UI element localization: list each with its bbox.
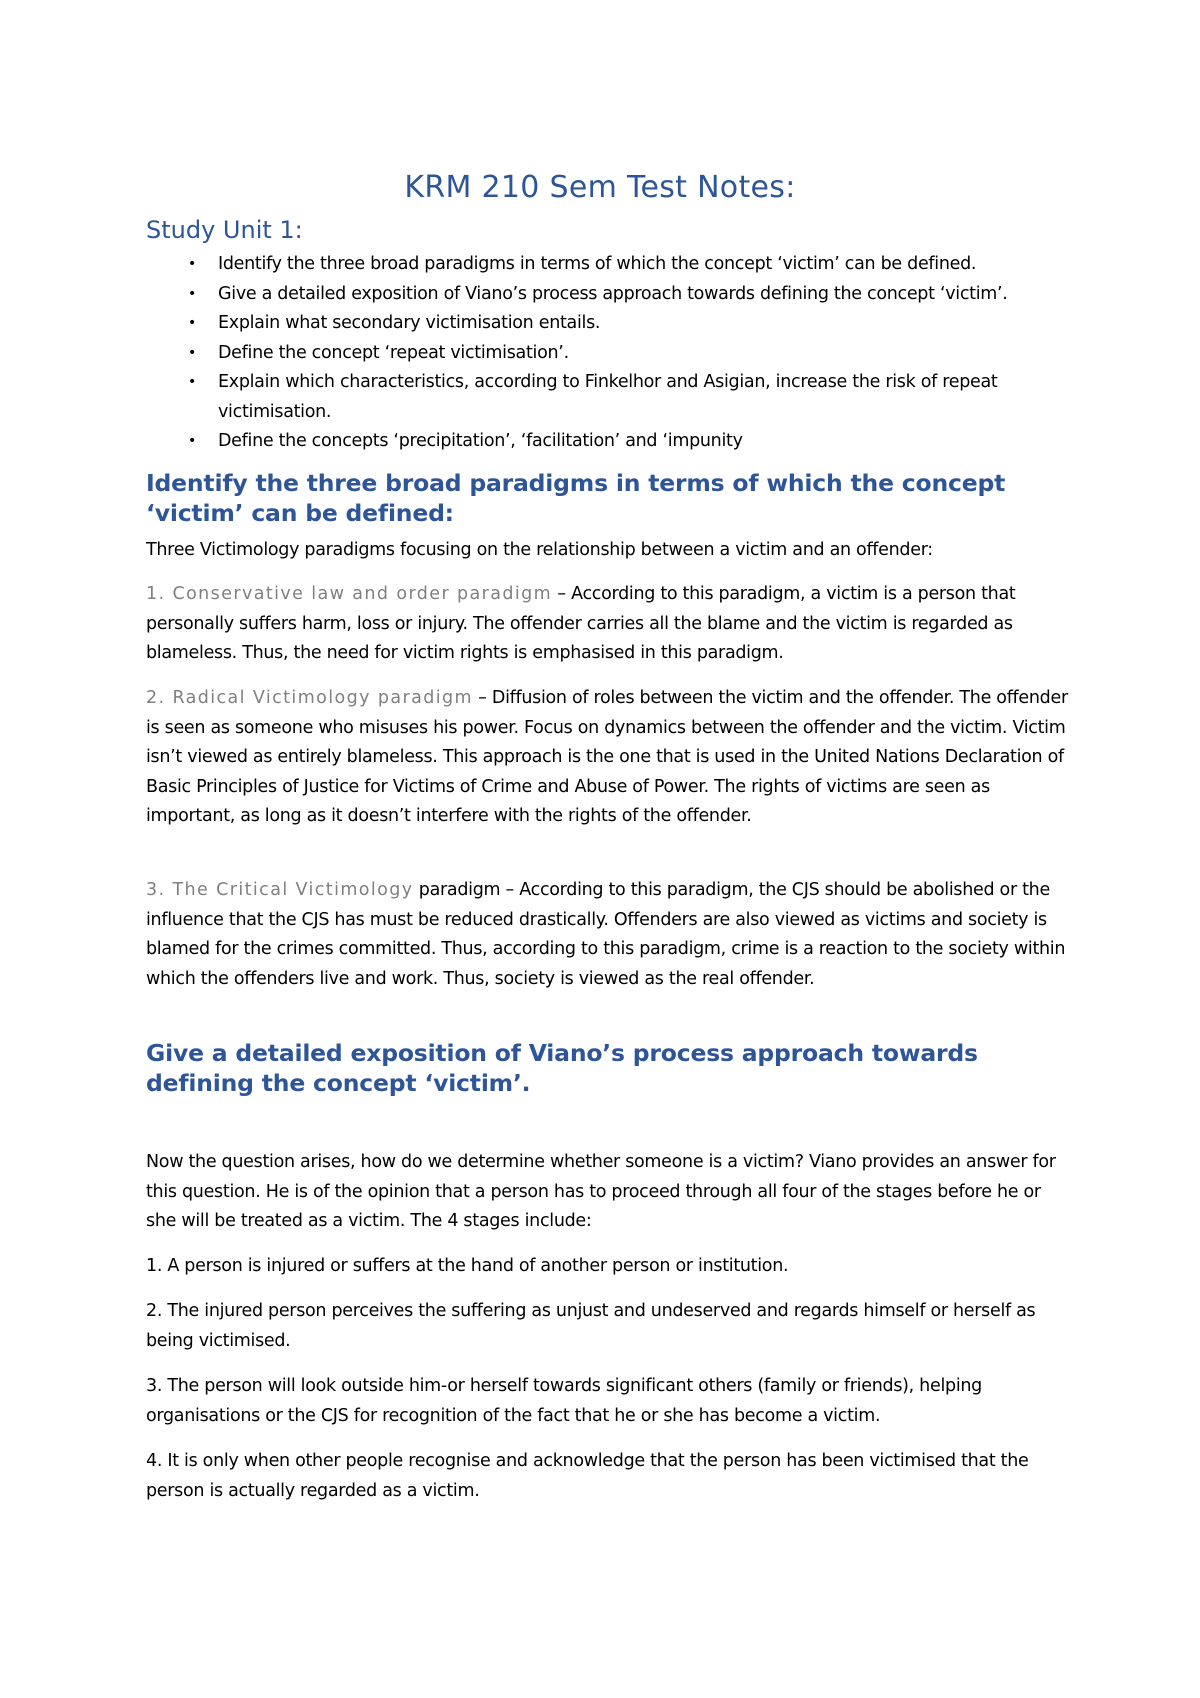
bullet-icon: • — [188, 256, 196, 272]
document-title: KRM 210 Sem Test Notes: — [404, 170, 796, 205]
bullet-icon: • — [188, 285, 196, 302]
paradigm-1-label: 1. Conservative law and order paradigm — [146, 584, 553, 604]
section-heading-viano: Give a detailed exposition of Viano’s process approach towards defining the concept ‘victim’. — [146, 1039, 978, 1097]
section-heading-paradigms: Identify the three broad paradigms in terms of which the concept ‘victim’ can be defined: — [146, 469, 1006, 527]
bullet-icon: • — [188, 374, 196, 390]
paradigm-1 — [146, 580, 1076, 669]
paradigm-3-plain-label: paradigm — [413, 880, 501, 900]
stage-1: 1. A person is injured or suffers at the hand of another person or institution. — [146, 1256, 789, 1276]
stage-3: 3. The person will look outside him-or herself towards significant others (family or friends), helping organisations or the CJS for recognition of the fact that he or she has become a victim. — [146, 1376, 982, 1426]
stage-4: 4. It is only when other people recognise and acknowledge that the person has been victimised that the person is actually regarded as a victim. — [146, 1451, 1029, 1501]
objectives-list — [146, 250, 1066, 457]
stage-2: 2. The injured person perceives the suffering as unjust and undeserved and regards himself or herself as being victimised. — [146, 1301, 1036, 1351]
paradigm-1-text: – According to this paradigm, a victim is a person that personally suffers harm, loss or injury. The offender carries all the blame and the victim is regarded as blameless. Thus, the need for victim rights is emphasised in this paradigm. — [146, 584, 1016, 663]
objective-text: Give a detailed exposition of Viano’s process approach towards defining the concept ‘victim’. — [218, 283, 1008, 304]
list-item — [146, 427, 1066, 457]
objective-text: Identify the three broad paradigms in terms of which the concept ‘victim’ can be defined. — [218, 254, 977, 274]
list-item — [146, 368, 1066, 427]
list-item — [146, 250, 1066, 280]
paradigm-2-text: – Diffusion of roles between the victim and the offender. The offender is seen as someone who misuses his power. Focus on dynamics between the offender and the victim. Victim isn’t viewed as entirely blameless. This approach is the one that is used in the United Nations Declaration of Basic Principles of Justice for Victims of Crime and Abuse of Power. The rights of victims are seen as important, as long as it doesn’t interfere with the rights of the offender. — [146, 688, 1068, 826]
study-unit-heading: Study Unit 1: — [146, 216, 303, 244]
viano-intro: Now the question arises, how do we determine whether someone is a victim? Viano provides an answer for this question. He is of the opinion that a person has to proceed through all four of the stages before he or she will be treated as a victim. The 4 stages include: — [146, 1152, 1056, 1231]
bullet-icon: • — [188, 344, 196, 361]
list-item — [146, 309, 1066, 339]
paradigm-3-label: 3. The Critical Victimology — [146, 880, 414, 900]
bullet-icon: • — [188, 433, 196, 449]
paradigms-intro: Three Victimology paradigms focusing on the relationship between a victim and an offender: — [146, 540, 933, 560]
bullet-icon: • — [188, 315, 196, 331]
list-item — [146, 339, 1066, 369]
objective-text: Explain which characteristics, according to Finkelhor and Asigian, increase the risk of repeat victimisation. — [218, 372, 998, 422]
paradigm-2 — [146, 684, 1076, 832]
paradigm-3 — [146, 876, 1076, 994]
objective-text: Explain what secondary victimisation entails. — [218, 313, 601, 333]
list-item — [146, 280, 1066, 310]
paradigm-2-label: 2. Radical Victimology paradigm — [146, 688, 473, 708]
objective-text: Define the concepts ‘precipitation’, ‘facilitation’ and ‘impunity — [218, 431, 743, 451]
paradigm-3-text: – According to this paradigm, the CJS should be abolished or the influence that the CJS has must be reduced drastically. Offenders are also viewed as victims and society is blamed for the crimes committed. Thus, according to this paradigm, crime is a reaction to the society within which the offenders live and work. Thus, society is viewed as the real offender. — [146, 880, 1066, 989]
objective-text: Define the concept ‘repeat victimisation’. — [218, 342, 569, 363]
